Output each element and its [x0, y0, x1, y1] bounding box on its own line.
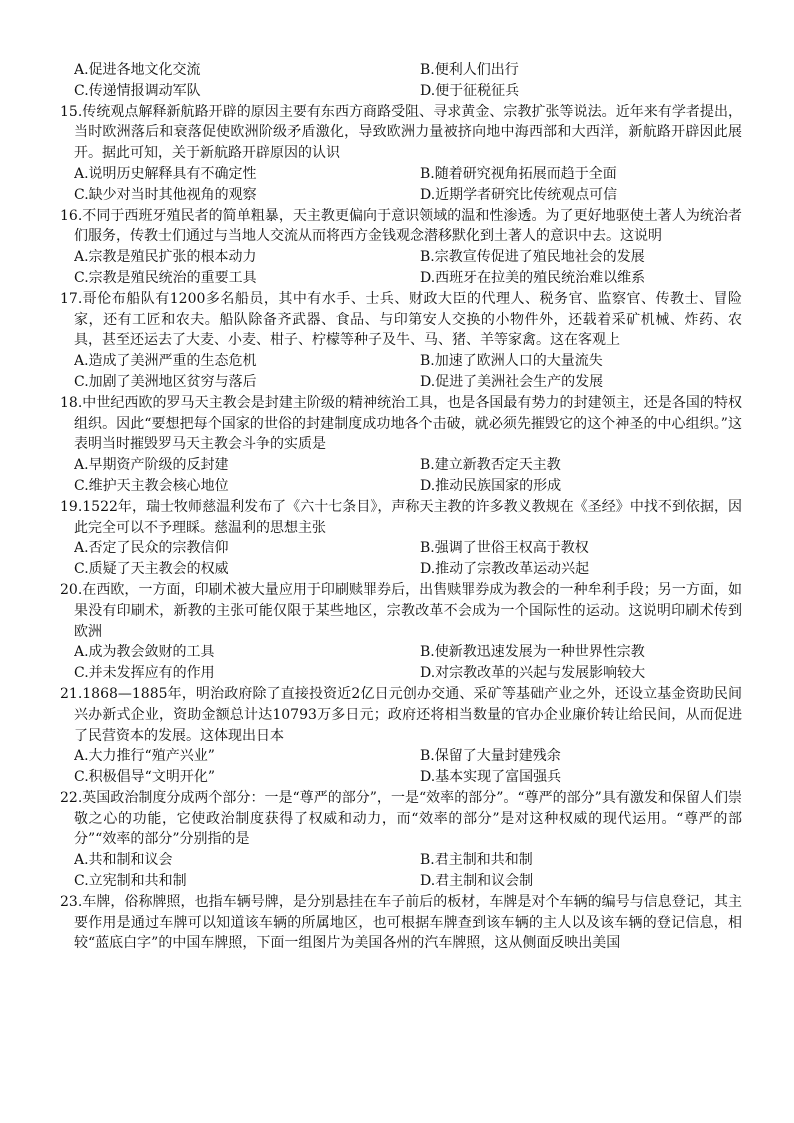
option-b: B.使新教迅速发展为一种世界性宗教	[420, 644, 645, 661]
option-a: A.造成了美洲严重的生态危机	[74, 353, 257, 370]
option-c: C.并未发挥应有的作用	[74, 665, 215, 682]
question-23	[60, 892, 742, 954]
question-stem: 17.哥伦布船队有1200多名船员，其中有水手、士兵、财政大臣的代理人、税务官、监察官、传教士、冒险家，还有工匠和农夫。船队除备齐武器、食品、与印第安人交换的小物件外，还载着采矿机械、炸药、农具，甚至还运去了大麦、小麦、柑子、柠檬等种子及牛、马、猪、羊等家禽。这在客观上	[60, 290, 742, 349]
question-stem: 20.在西欧，一方面，印刷术被大量应用于印刷赎罪券后，出售赎罪券成为教会的一种牟利手段；另一方面，如果没有印刷术，新教的主张可能仅限于某些地区，宗教改革不会成为一个国际性的运动。这说明印刷术传到欧洲	[60, 581, 742, 640]
option-a: A.否定了民众的宗教信仰	[74, 540, 229, 557]
option-c: C.加剧了美洲地区贫穷与落后	[74, 373, 257, 390]
option-b: B.宗教宣传促进了殖民地社会的发展	[420, 249, 645, 266]
question-options	[60, 164, 742, 206]
question-options	[60, 850, 742, 892]
question-stem: 16.不同于西班牙殖民者的简单粗暴，天主教更偏向于意识领域的温和性渗透。为了更好地驱使土著人为统治者们服务，传教士们通过与当地人交流从而将西方金钱观念潜移默化到土著人的意识中去。这说明	[60, 207, 742, 245]
option-d: D.促进了美洲社会生产的发展	[420, 373, 604, 390]
question-15	[60, 102, 742, 206]
question-16	[60, 206, 742, 289]
option-a: A.促进各地文化交流	[74, 62, 201, 78]
question-options	[60, 642, 742, 684]
question-options	[60, 746, 742, 788]
question-stem: 19.1522年，瑞士牧师慈温利发布了《六十七条目》，声称天主教的许多教义教规在《圣经》中找不到依据，因此完全可以不予理睬。慈温利的思想主张	[60, 498, 742, 536]
option-a: A.成为教会敛财的工具	[74, 644, 215, 661]
option-d: D.推动了宗教改革运动兴起	[420, 561, 590, 578]
question-19	[60, 497, 742, 580]
option-b: B.君主制和共和制	[420, 852, 533, 869]
question-options	[60, 247, 742, 289]
option-a: A.大力推行“殖产兴业”	[74, 748, 215, 765]
option-c: C.缺少对当时其他视角的观察	[74, 186, 257, 203]
option-a: A.说明历史解释具有不确定性	[74, 165, 257, 182]
question-stem: 23.车牌，俗称牌照，也指车辆号牌，是分别悬挂在车子前后的板材，车牌是对个车辆的编号与信息登记，其主要作用是通过车牌可以知道该车辆的所属地区，也可根据车牌查到该车辆的主人以及该车辆的登记信息，相较“蓝底白字”的中国车牌照，下面一组图片为美国各州的汽车牌照，这从侧面反映出美国	[60, 893, 742, 952]
question-20	[60, 580, 742, 684]
question-options	[60, 60, 742, 102]
option-b: B.保留了大量封建残余	[420, 748, 561, 765]
option-d: D.近期学者研究比传统观点可信	[420, 186, 618, 203]
option-d: D.君主制和议会制	[420, 873, 534, 890]
option-b: B.强调了世俗王权高于教权	[420, 540, 589, 557]
option-b: B.随着研究视角拓展而趋于全面	[420, 165, 617, 182]
question-stem: 18.中世纪西欧的罗马天主教会是封建主阶级的精神统治工具，也是各国最有势力的封建领主，还是各国的特权组织。因此“要想把每个国家的世俗的封建制度成功地各个击破，就必须先摧毁它的这个神圣的中心组织。”这表明当时摧毁罗马天主教会斗争的实质是	[60, 394, 742, 453]
question-stem: 22.英国政治制度分成两个部分：一是“尊严的部分”，一是“效率的部分”。“尊严的部分”具有激发和保留人们崇敬之心的功能，它使政治制度获得了权威和动力，而“效率的部分”是对这种权威的现代运用。“尊严的部分”“效率的部分”分别指的是	[60, 789, 742, 848]
option-b: B.加速了欧洲人口的大量流失	[420, 353, 603, 370]
question-17	[60, 289, 742, 393]
question-21	[60, 684, 742, 788]
question-options	[60, 538, 742, 580]
question-stem: 15.传统观点解释新航路开辟的原因主要有东西方商路受阻、寻求黄金、宗教扩张等说法。近年来有学者提出，当时欧洲落后和衰落促使欧洲阶级矛盾激化，导致欧洲力量被挤向地中海西部和大西洋，新航路开辟因此展开。据此可知，关于新航路开辟原因的认识	[60, 103, 742, 162]
option-a: A.共和制和议会	[74, 852, 173, 869]
option-c: C.传递情报调动军队	[74, 82, 201, 99]
option-c: C.积极倡导“文明开化”	[74, 769, 215, 786]
question-14-tail	[60, 60, 742, 102]
option-a: A.宗教是殖民扩张的根本动力	[74, 249, 257, 266]
question-18	[60, 393, 742, 497]
option-b: B.便利人们出行	[420, 62, 519, 78]
option-a: A.早期资产阶级的反封建	[74, 457, 229, 474]
option-d: D.西班牙在拉美的殖民统治难以维系	[420, 269, 646, 286]
option-c: C.维护天主教会核心地位	[74, 477, 229, 494]
question-22	[60, 788, 742, 892]
question-stem: 21.1868—1885年，明治政府除了直接投资近2亿日元创办交通、采矿等基础产业之外，还设立基金资助民间兴办新式企业，资助金额总计达10793万多日元；政府还将相当数量的官办企业廉价转让给民间，从而促进了民营资本的发展。这体现出日本	[60, 685, 742, 744]
question-options	[60, 455, 742, 497]
option-d: D.推动民族国家的形成	[420, 477, 562, 494]
option-d: D.对宗教改革的兴起与发展影响较大	[420, 665, 646, 682]
question-list	[60, 60, 742, 954]
option-d: D.便于征税征兵	[420, 82, 520, 99]
option-c: C.质疑了天主教会的权威	[74, 561, 229, 578]
option-c: C.宗教是殖民统治的重要工具	[74, 269, 257, 286]
option-d: D.基本实现了富国强兵	[420, 769, 562, 786]
option-c: C.立宪制和共和制	[74, 873, 187, 890]
option-b: B.建立新教否定天主教	[420, 457, 561, 474]
question-options	[60, 351, 742, 393]
